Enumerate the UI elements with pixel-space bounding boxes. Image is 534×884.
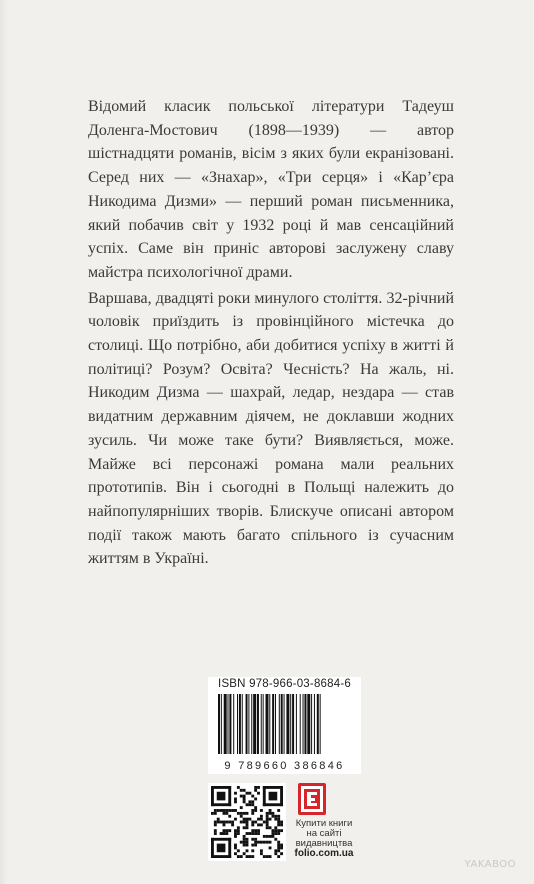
barcode-icon [216,694,353,756]
blurb-paragraph-1: Відомий класик польської літератури Тадеуш Доленга-Мостович (1898—1939) — автор шістнадцяти романів, вісім з яких були екранізовані. Серед них — «Знахар», «Три серця» і «Кар’єра Никодима Дизми» — перший роман письменника, який побачив світ у 1932 році й мав сенсаційний успіх. Саме він приніс авторові заслужену славу майстра психологічної драми. [88,98,454,281]
publisher-line-3: видавництва [295,838,353,849]
barcode-digits: 9 789660 386846 [224,760,345,772]
isbn-label: ISBN 978-966-03-8684-6 [218,678,351,690]
publisher-info [289,783,361,861]
isbn-barcode [208,677,361,774]
qr-code-icon [211,786,283,858]
cover-edge [0,0,8,884]
cf-logo-icon [298,783,326,815]
watermark: YAKABOO [464,859,516,870]
blurb-paragraph-2: Варшава, двадцяті роки минулого століття. 32-річний чоловік приїздить із провінційного містечка до столиці. Що потрібно, аби добитися успіху в житті й політиці? Розум? Освіта? Чесність? На жаль, ні. Никодим Дизма — шахрай, ледар, нездара — став видатним державним діячем, не доклавши жодних зусиль. Чи може таке бути? Виявляється, може. Майже всі персонажі романа мали реальних прототипів. Він і сьогодні в Польщі належить до найпопулярніших творів. Блискуче описані автором події також мають багато спільного із сучасним життям в Україні. [88,289,454,568]
publisher-line-2: на сайті [306,828,342,839]
publisher-line-1: Купити книги [295,818,353,829]
publisher-site-link[interactable]: folio.com.ua [294,848,354,859]
publisher-text [285,819,363,859]
back-cover-blurb [88,95,454,571]
qr-code[interactable] [208,783,286,861]
